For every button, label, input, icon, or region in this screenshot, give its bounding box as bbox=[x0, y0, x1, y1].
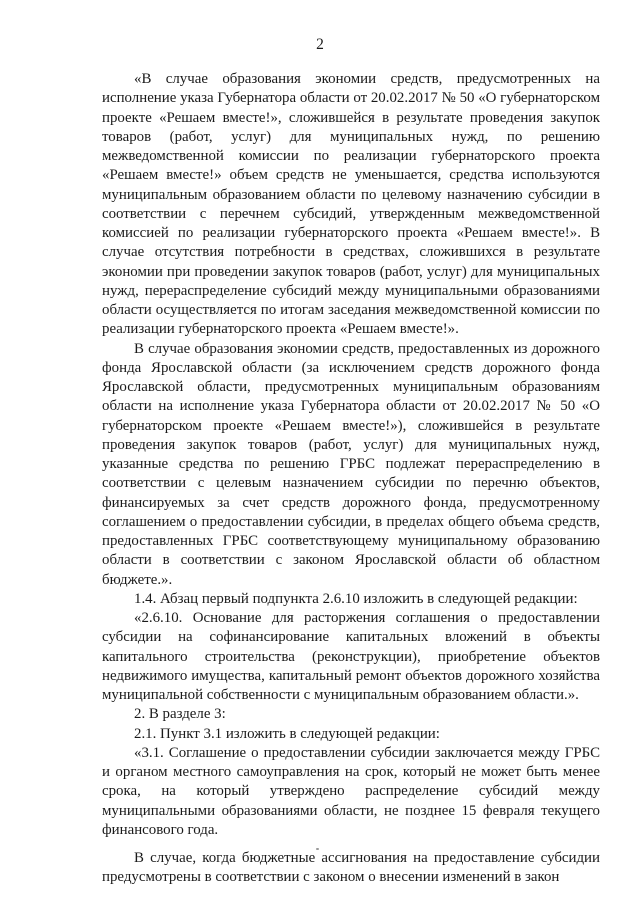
paragraph-budget-allocations: В случае, когда бюджетные ассигнования на предоставление субсидии предусмотрены в соответствии с законом о внесении изменений в закон bbox=[102, 850, 600, 886]
scan-speck bbox=[316, 848, 319, 850]
paragraph-item-1-4: 1.4. Абзац первый подпункта 2.6.10 изложить в следующей редакции: bbox=[134, 590, 578, 607]
document-body bbox=[102, 70, 600, 888]
paragraph-subitem-2-6-10: «2.6.10. Основание для расторжения соглашения о предоставлении субсидии на софинансирование капитальных вложений в объекты капитального строительства (реконструкции), приобретение объектов недвижимого имущества, капитальный ремонт объектов дорожного хозяйства муниципальной собственности с муниципальным образованием области.». bbox=[102, 610, 600, 703]
page-number: 2 bbox=[316, 36, 324, 53]
paragraph-item-2: 2. В разделе 3: bbox=[134, 706, 226, 723]
paragraph-item-3-1: «3.1. Соглашение о предоставлении субсидии заключается между ГРБС и органом местного самоуправления на срок, который не может быть менее срока, на который утверждено распределение субсидий между муниципальными образованиями области, не позднее 15 февраля текущего финансового года. bbox=[102, 744, 600, 838]
paragraph-road-fund: В случае образования экономии средств, предоставленных из дорожного фонда Ярославской области (за исключением средств дорожного фонда Ярославской области, предусмотренных муниципальным образованиям области на исполнение указа Губернатора области от 20.02.2017 № 50 «О губернаторском проекте «Решаем вместе!»), сложившейся в результате проведения закупок товаров (работ, услуг) для муниципальных нужд, указанные средства по решению ГРБС подлежат перераспределению в соответствии с целевым назначением субсидии по перечню объектов, финансируемых за счет средств дорожного фонда, предусмотренному соглашением о предоставлении субсидии, в пределах общего объема средств, предоставленных ГРБС соответствующему муниципальному образованию области в соответствии с законом Ярославской области об областном бюджете.». bbox=[102, 340, 600, 588]
paragraph-item-2-1: 2.1. Пункт 3.1 изложить в следующей редакции: bbox=[134, 725, 440, 742]
paragraph-economy-decree: «В случае образования экономии средств, предусмотренных на исполнение указа Губернатора области от 20.02.2017 № 50 «О губернаторском проекте «Решаем вместе!», сложившейся в результате проведения закупок товаров (работ, услуг) для муниципальных нужд, по решению межведомственной комиссии по реализации губернаторского проекта «Решаем вместе!» объем средств не уменьшается, средства используются муниципальным образованием области по целевому назначению субсидии в соответствии с перечнем субсидий, утвержденным межведомственной комиссией по реализации губернаторского проекта «Решаем вместе!». В случае отсутствия потребности в средствах, сложившихся в результате экономии при проведении закупок товаров (работ, услуг) для муниципальных нужд, перераспределение субсидий между муниципальными образованиями области осуществляется по итогам заседания межведомственной комиссии по реализации губернаторского проекта «Решаем вместе!». bbox=[102, 71, 600, 338]
